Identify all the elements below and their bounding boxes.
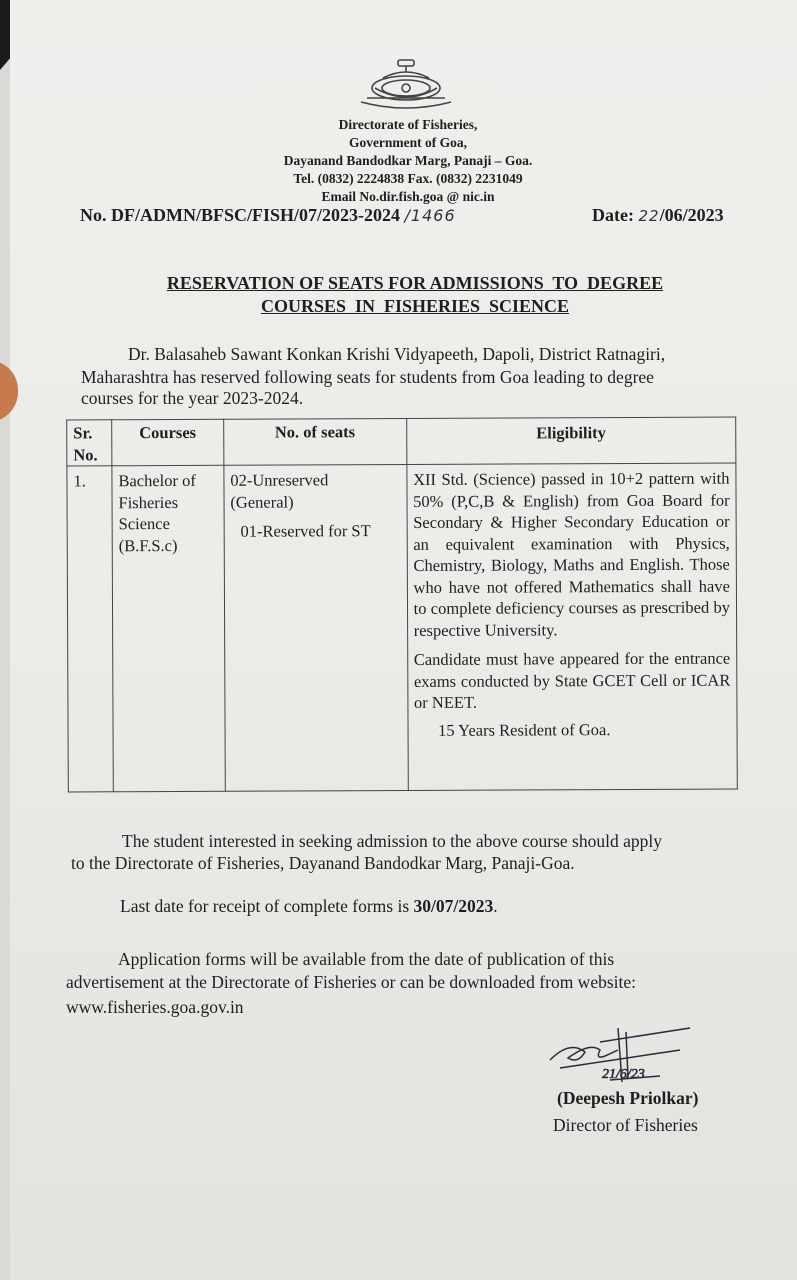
org-name: Directorate of Fisheries, <box>338 117 478 132</box>
seats-table <box>66 417 738 793</box>
header-courses: Courses <box>112 419 224 465</box>
reference-number-text: No. DF/ADMN/BFSC/FISH/07/2023-2024 <box>80 205 401 225</box>
signature-date: 21/6/23 <box>602 1067 645 1082</box>
last-date-value: 30/07/2023 <box>413 896 494 916</box>
cell-eligibility <box>406 463 737 790</box>
header-seats: No. of seats <box>224 418 407 465</box>
eligibility-qualification: XII Std. (Science) passed in 10+2 pattern with 50% (P,C,B & English) from Goa Board for Secondary & Higher Secondary Education or an equivalent examination with Physics, Chemistry, Biology, Maths and English. Those who have not offered Mathematics shall have to complete deficiency courses as prescribed by respective University. <box>413 468 731 640</box>
forms-line2: advertisement at the Directorate of Fisheries or can be downloaded from website: <box>66 972 637 992</box>
intro-line2: Maharashtra has reserved following seats for students from Goa leading to degree <box>81 367 654 387</box>
date-rest: /06/2023 <box>659 205 724 225</box>
reference-handwritten-suffix: /1466 <box>404 206 456 225</box>
eligibility-entrance: Candidate must have appeared for the entrance exams conducted by State GCET Cell or ICAR or NEET. <box>413 648 731 712</box>
cell-seats: 02-Unreserved (General) 01-Reserved for ST <box>224 464 408 791</box>
last-date-line: Last date for receipt of complete forms is 30/07/2023. <box>120 896 498 916</box>
header-eligibility: Eligibility <box>406 417 736 464</box>
eligibility-residence: 15 Years Resident of Goa. <box>438 719 611 740</box>
org-phone: Tel. (0832) 2224838 Fax. (0832) 2231049 <box>293 171 523 186</box>
intro-line1: Dr. Balasaheb Sawant Konkan Krishi Vidyapeeth, Dapoli, District Ratnagiri, <box>128 344 666 364</box>
apply-line1: The student interested in seeking admission to the above course should apply <box>122 831 662 851</box>
signatory-name: (Deepesh Priolkar) <box>557 1088 699 1108</box>
table-row <box>67 463 737 792</box>
header-sr-no: Sr. No. <box>67 420 112 466</box>
org-government: Government of Goa, <box>348 135 468 150</box>
signature-mark <box>540 1020 700 1090</box>
cell-sr: 1. <box>67 466 113 792</box>
cell-course: Bachelor of Fisheries Science (B.F.S.c) <box>112 465 225 791</box>
org-email: Email No.dir.fish.goa @ nic.in <box>321 189 495 204</box>
intro-line3: courses for the year 2023-2024. <box>81 388 304 408</box>
notice-title-line2: COURSES IN FISHERIES SCIENCE <box>260 296 570 316</box>
document-date <box>592 205 724 226</box>
org-address: Dayanand Bandodkar Marg, Panaji – Goa. <box>283 153 533 168</box>
goa-emblem-icon <box>353 58 459 112</box>
table-header-row <box>67 417 736 466</box>
signatory-designation: Director of Fisheries <box>553 1115 698 1135</box>
date-label: Date: <box>592 205 634 225</box>
apply-line2: to the Directorate of Fisheries, Dayanand Bandodkar Marg, Panaji-Goa. <box>71 853 575 873</box>
reference-number <box>80 205 456 226</box>
notice-title-line1: RESERVATION OF SEATS FOR ADMISSIONS TO DEGREE <box>166 273 664 293</box>
forms-line1: Application forms will be available from the date of publication of this <box>118 949 615 969</box>
website-url: www.fisheries.goa.gov.in <box>66 997 244 1017</box>
date-handwritten-day: 22 <box>638 207 660 225</box>
